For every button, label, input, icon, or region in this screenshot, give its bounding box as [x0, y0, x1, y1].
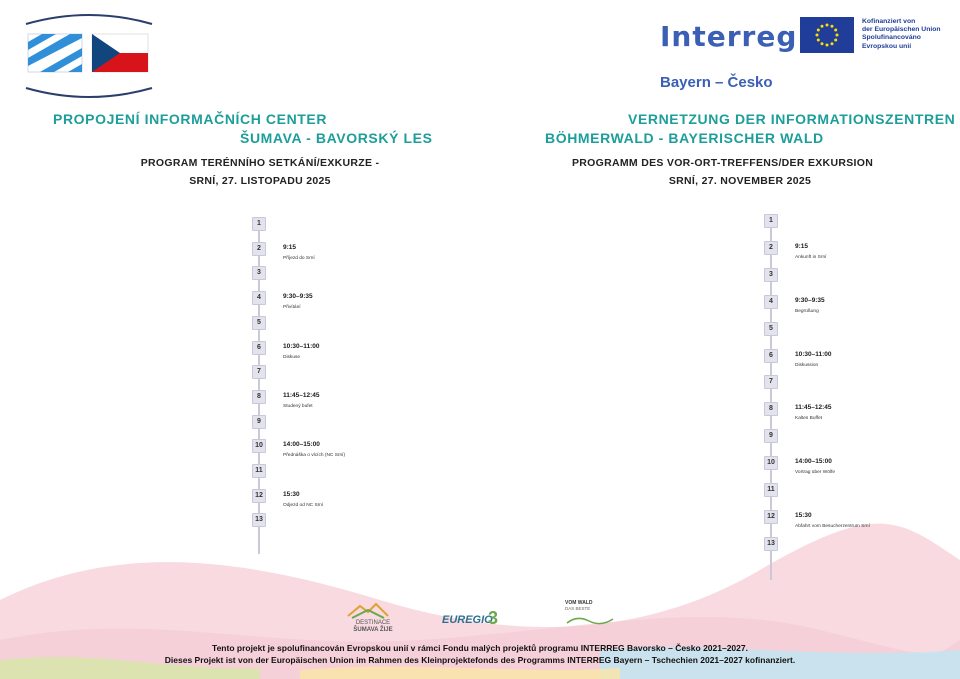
cz-step-desc: Diskuse — [283, 354, 301, 360]
de-step-time: 9:30–9:35 — [795, 296, 825, 304]
cz-step-badge: 9 — [252, 415, 266, 429]
de-step-badge: 3 — [764, 268, 778, 282]
de-step-desc: Kaltes Buffet — [795, 416, 823, 422]
euregio-3-icon: 3 — [488, 608, 499, 628]
cz-step-badge: 2 — [252, 242, 266, 256]
cz-step-time: 10:30–11:00 — [283, 342, 320, 350]
cz-step-time: 9:30–9:35 — [283, 293, 313, 301]
eu-text-cz-1: Spolufinancováno — [862, 34, 921, 42]
footer-de: Dieses Projekt ist von der Europäischen Union im Rahmen des Kleinprojektefonds des Programms INTERREG Bayern – Tschechien 2021–2027 kofinanziert. — [164, 655, 796, 665]
de-step-time: 10:30–11:00 — [795, 350, 832, 358]
flags-logo — [20, 12, 158, 100]
cz-step-badge: 5 — [252, 316, 266, 330]
de-step-time: 9:15 — [795, 242, 809, 250]
de-step-badge: 9 — [764, 429, 778, 443]
de-step-time: 15:30 — [795, 511, 812, 519]
cz-step-badge: 1 — [252, 217, 266, 231]
eu-text-cz-2: Evropskou unií — [862, 42, 912, 50]
de-step-badge: 5 — [764, 322, 778, 336]
de-step-desc: Begrüßung — [795, 308, 819, 314]
footer-cz: Tento projekt je spolufinancován Evropskou unií v rámci Fondu malých projektů programu INTERREG Bavorsko – Česko 2021–2027. — [212, 643, 748, 653]
de-step-badge: 1 — [764, 214, 778, 228]
de-step-desc: Vortrag über Wölfe — [795, 470, 835, 476]
eu-text-de-1: Kofinanziert von — [862, 18, 916, 25]
cz-step-desc: Příjezd do Srní — [283, 255, 315, 261]
cz-step-time: 15:30 — [283, 490, 300, 498]
cz-step-badge: 7 — [252, 365, 266, 379]
region-title: Bayern – Česko — [660, 74, 773, 91]
de-step-desc: Abfahrt vom Besucherzentrum Srní — [795, 523, 870, 529]
sumava-label-2: ŠUMAVA ŽIJE — [353, 627, 393, 633]
sumava-logo — [338, 600, 408, 640]
cz-step-badge: 4 — [252, 291, 266, 305]
eu-text-de-2: der Europäischen Union — [862, 26, 941, 34]
cz-title-2: ŠUMAVA - BAVORSKÝ LES — [240, 130, 433, 146]
de-step-time: 11:45–12:45 — [795, 404, 832, 412]
eu-flag-icon — [800, 17, 854, 53]
de-subtitle-1: PROGRAMM DES VOR-ORT-TREFFENS/DER EXKURSION — [572, 157, 874, 169]
de-step-badge: 11 — [764, 483, 778, 497]
de-step-badge: 7 — [764, 375, 778, 389]
de-step-desc: Ankunft in Srní — [795, 254, 827, 260]
cz-step-badge: 8 — [252, 390, 266, 404]
cz-step-desc: Studený bufet — [283, 403, 313, 409]
vomwald-logo — [565, 600, 625, 630]
cz-step-badge: 13 — [252, 513, 266, 527]
cz-step-badge: 3 — [252, 266, 266, 280]
vomwald-label-1: VOM WALD — [565, 600, 593, 606]
interreg-logo: Interreg — [660, 20, 798, 53]
de-step-desc: Diskussion — [795, 362, 819, 368]
de-subtitle-2: SRNÍ, 27. NOVEMBER 2025 — [668, 175, 812, 187]
de-title-2: BÖHMERWALD - BAYERISCHER WALD — [545, 130, 824, 146]
cz-subtitle-2: SRNÍ, 27. LISTOPADU 2025 — [189, 175, 331, 187]
de-step-badge: 13 — [764, 537, 778, 551]
de-step-badge: 12 — [764, 510, 778, 524]
cz-step-desc: Přivítání — [283, 305, 301, 311]
de-step-badge: 4 — [764, 295, 778, 309]
cz-step-desc: Přednáška o vlcích (NC Srní) — [283, 453, 346, 459]
sumava-label-1: DESTINACE — [355, 620, 391, 626]
vomwald-label-2: DAS BESTE — [565, 606, 591, 611]
cz-step-badge: 12 — [252, 489, 266, 503]
cz-step-badge: 10 — [252, 439, 266, 453]
cz-step-time: 11:45–12:45 — [283, 391, 320, 399]
de-title-1: VERNETZUNG DER INFORMATIONSZENTREN — [628, 111, 956, 127]
cz-step-badge: 11 — [252, 464, 266, 478]
de-step-badge: 8 — [764, 402, 778, 416]
cz-step-time: 9:15 — [283, 243, 297, 251]
de-step-time: 14:00–15:00 — [795, 458, 832, 466]
de-step-badge: 10 — [764, 456, 778, 470]
de-step-badge: 6 — [764, 349, 778, 363]
cz-step-time: 14:00–15:00 — [283, 441, 320, 449]
cz-subtitle-1: PROGRAM TERÉNNÍHO SETKÁNÍ/EXKURZE - — [140, 157, 380, 169]
cz-step-desc: Odjezd od NC Srní — [283, 502, 324, 508]
cz-title-1: PROPOJENÍ INFORMAČNÍCH CENTER — [53, 111, 328, 127]
cz-step-badge: 6 — [252, 341, 266, 355]
euregio-logo: EUREGIO — [442, 614, 493, 626]
de-step-badge: 2 — [764, 241, 778, 255]
